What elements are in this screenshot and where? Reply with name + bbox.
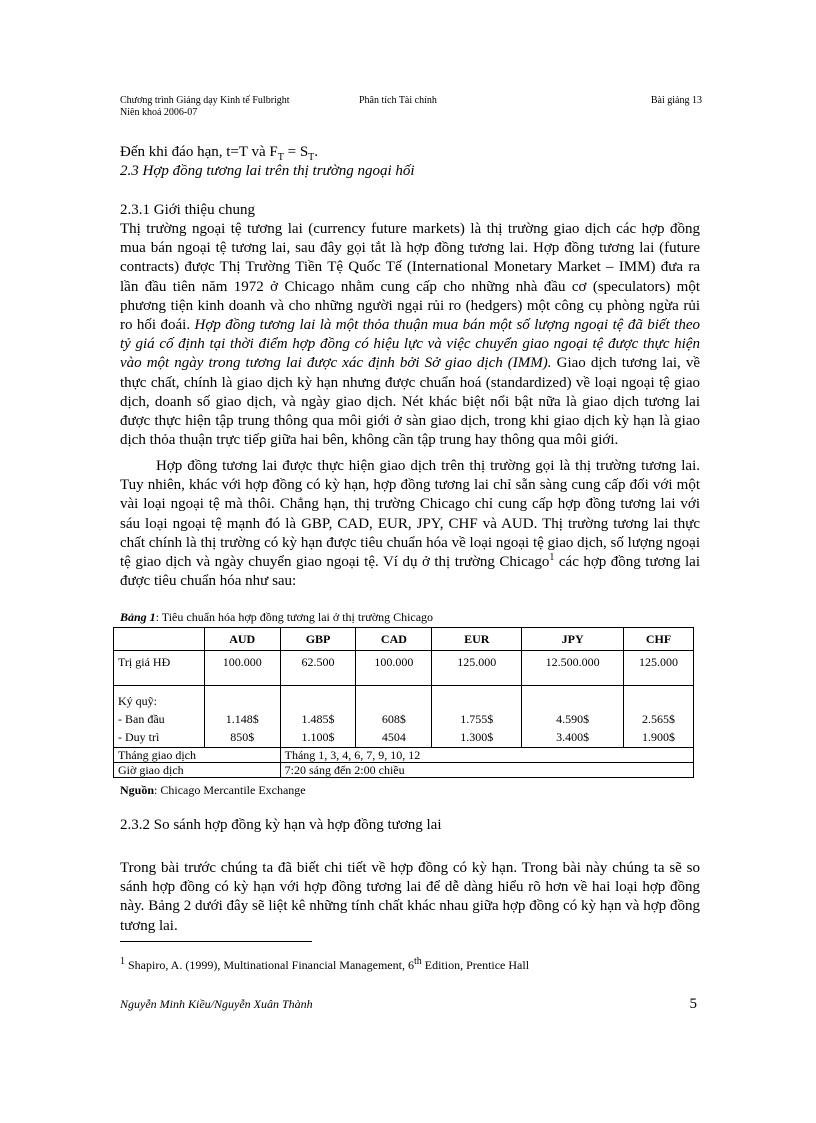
table-caption: Bảng 1: Tiêu chuẩn hóa hợp đồng tương lai ở thị trường Chicago (120, 610, 434, 624)
col-header: EUR (432, 628, 522, 651)
row-label: Giờ giao dịch (114, 763, 281, 778)
paragraph-comparison: Trong bài trước chúng ta đã biết chi tiết về hợp đồng có kỳ hạn. Trong bài này chúng ta sẽ so sánh hợp đồng có kỳ hạn với hợp đồng tương lai để dễ dàng hiểu rõ hơn về hai loại hợp đồng này. Bảng 2 dưới đây sẽ liệt kê những tính chất khác nhau giữa hợp đồng có kỳ hạn và hợp đồng tương lai. (120, 860, 700, 934)
col-header: CAD (356, 628, 432, 651)
page-number: 5 (689, 996, 697, 1012)
table-cell: 7:20 sáng đến 2:00 chiều (280, 763, 693, 778)
paragraph-intro: Thị trường ngoại tệ tương lai (currency future markets) là thị trường giao dịch các hợp đồng mua bán ngoại tệ tương lai, sau đây gọi tắt là hợp đồng tương lai. Hợp đồng tương lai (future contracts) được Thị Trường Tiền Tệ Quốc Tế (International Monetary Market – IMM) đưa ra lần đầu tiên năm 1972 ở Chicago nhằm cung cấp cho những nhà đầu cơ (speculators) một phương tiện kinh doanh và cho những người ngại rủi ro (hedgers) một công cụ phòng ngừa rủi ro hối đoái. Hợp đồng tương lai là một thỏa thuận mua bán một số lượng ngoại tệ đã biết theo tỷ giá cố định tại thời điểm hợp đồng có hiệu lực và việc chuyển giao ngoại tệ được thực hiện vào một ngày trong tương lai được xác định bởi Sở giao dịch (IMM). Giao dịch tương lai, về thực chất, chính là giao dịch kỳ hạn nhưng được chuẩn hoá (standardized) về loại ngoại tệ giao dịch, doanh số giao dịch, và ngày giao dịch. Nét khác biệt nổi bật nữa là giao dịch tương lai được thực hiện tập trung thông qua môi giới ở sàn giao dịch, trong khi giao dịch kỳ hạn là giao dịch thỏa thuận trực tiếp giữa hai bên, không cần tập trung hay thông qua môi giới. (120, 221, 701, 449)
row-label: Ký quỹ: - Ban đầu - Duy trì (114, 686, 205, 748)
col-header: CHF (624, 628, 694, 651)
table-cell: Tháng 1, 3, 4, 6, 7, 9, 10, 12 (280, 748, 693, 763)
subsection-title-1: 2.3.1 Giới thiệu chung (120, 202, 255, 218)
table-cell: 62.500 (280, 651, 356, 686)
footnote-reference: 1 (549, 552, 555, 564)
table-cell: 12.500.000 (522, 651, 624, 686)
table-row (114, 686, 694, 748)
col-header: AUD (204, 628, 280, 651)
table-header-row (114, 628, 694, 651)
table-cell: 100.000 (204, 651, 280, 686)
table-cell: 1.755$ 1.300$ (432, 686, 522, 748)
table-cell: 2.565$ 1.900$ (624, 686, 694, 748)
header-course: Phân tích Tài chính (359, 95, 437, 106)
section-title: 2.3 Hợp đồng tương lai trên thị trường ngoại hối (120, 163, 415, 179)
table-cell: 1.148$ 850$ (204, 686, 280, 748)
table-cell: 100.000 (356, 651, 432, 686)
table-cell: 4.590$ 3.400$ (522, 686, 624, 748)
header-program: Chương trình Giảng dạy Kinh tế Fulbright (120, 95, 290, 106)
paragraph-markets: Hợp đồng tương lai được thực hiện giao dịch trên thị trường gọi là thị trường tương lai. Tuy nhiên, khác với hợp đồng có kỳ hạn, hợp đồng tương lai chỉ sẵn sàng cung cấp đối với một vài loại ngoại tệ mà thôi. Chẳng hạn, thị trường Chicago chỉ cung cấp hợp đồng tương lai với sáu loại ngoại tệ mạnh đó là GBP, CAD, EUR, JPY, CHF và AUD. Thị trường tương lai thực chất chính là thị trường có kỳ hạn được tiêu chuẩn hóa về loại ngoại tệ giao dịch, số lượng ngoại tệ giao dịch và ngày chuyển giao ngoại tệ. Ví dụ ở thị trường Chicago$^1$ các hợp đồng tương lai được tiêu chuẩn hóa như sau: (120, 458, 700, 590)
futures-standards-table (113, 627, 694, 778)
header-lecture: Bài giảng 13 (650, 95, 702, 106)
table-row (114, 763, 694, 778)
table-cell: 608$ 4504 (356, 686, 432, 748)
table-row (114, 748, 694, 763)
footnote-divider (120, 941, 312, 942)
subsection-title-2: 2.3.2 So sánh hợp đồng kỳ hạn và hợp đồng tương lai (120, 817, 442, 833)
table-cell: 125.000 (432, 651, 522, 686)
corner-cell (114, 628, 205, 651)
row-label: Trị giá HĐ (114, 651, 205, 686)
row-label: Tháng giao dịch (114, 748, 281, 763)
table-cell: 1.485$ 1.100$ (280, 686, 356, 748)
col-header: GBP (280, 628, 356, 651)
table-row (114, 651, 694, 686)
col-header: JPY (522, 628, 624, 651)
footer-authors: Nguyễn Minh Kiều/Nguyễn Xuân Thành (120, 997, 313, 1011)
table-source: Nguồn: Chicago Mercantile Exchange (120, 783, 306, 797)
footnote: $^1$ Shapiro, A. (1999), Multinational Financial Management, 6th Edition, Prentice Hall (120, 956, 530, 972)
intro-line: Đến khi đáo hạn, t=T và $F_T = S_T$. (120, 144, 319, 163)
header-year: Niên khoá 2006-07 (120, 107, 198, 118)
table-cell: 125.000 (624, 651, 694, 686)
